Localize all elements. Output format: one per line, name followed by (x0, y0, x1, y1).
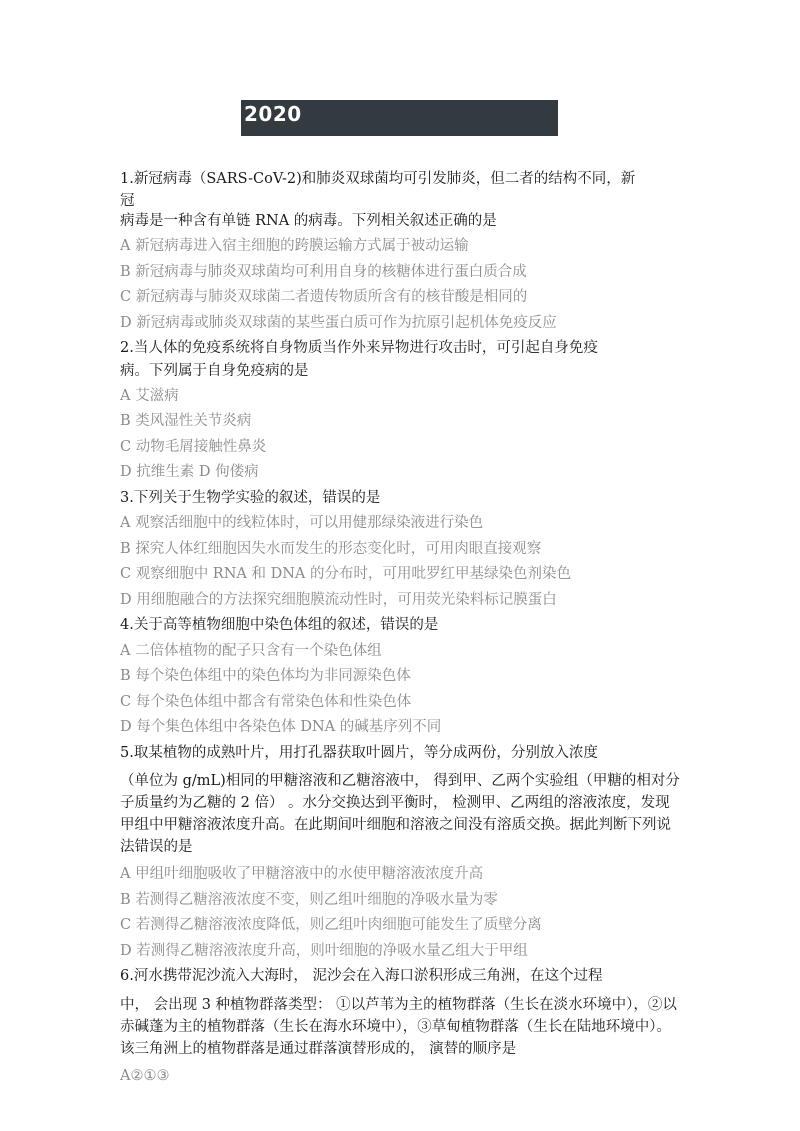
option-d: D 抗维生素 D 佝偻病 (120, 464, 259, 480)
option-c: C 若测得乙糖溶液浓度降低，则乙组叶肉细胞可能发生了质壁分离 (120, 917, 542, 933)
option-c: C 新冠病毒与肺炎双球菌二者遗传物质所含有的核苷酸是相同的 (120, 289, 528, 305)
question-stem: 冠 (120, 192, 135, 209)
question-1 (120, 167, 680, 336)
question-stem: 病。下列属于自身免疫病的是 (120, 362, 309, 379)
question-stem: 5.取某植物的成熟叶片，用打孔器获取叶圆片，等分成两份，分别放入浓度 (120, 744, 598, 761)
option-a: A 甲组叶细胞吸收了甲糖溶液中的水使甲糖溶液浓度升高 (120, 866, 484, 882)
option-c: C 观察细胞中 RNA 和 DNA 的分布时，可用吡罗红甲基绿染色剂染色 (120, 566, 571, 582)
option-c: C 每个染色体组中都含有常染色体和性染色体 (120, 693, 412, 710)
question-stem: 3.下列关于生物学实验的叙述，错误的是 (120, 489, 381, 506)
option-a: A 二倍体植物的配子只含有一个染色体组 (120, 642, 382, 659)
option-c: C 动物毛屑接触性鼻炎 (120, 438, 267, 455)
option-d: D 每个集色体组中各染色体 DNA 的碱基序列不同 (120, 719, 442, 735)
document-body (120, 167, 680, 1089)
option-d: D 用细胞融合的方法探究细胞膜流动性时，可用荧光染料标记膜蛋白 (120, 591, 557, 608)
option-b: B 若测得乙糖溶液浓度不变，则乙组叶细胞的净吸水量为零 (120, 891, 498, 908)
question-stem-paragraph: 中， 会出现 3 种植物群落类型： ①以芦苇为主的植物群落（生长在淡水环境中），②以赤碱蓬为主的植物群落（生长在海水环境中），③草甸植物群落（生长在陆地环境中）。该三角洲上的植物群落是通过群落演替形成的， 演替的顺序是 (120, 996, 677, 1057)
question-stem-paragraph: （单位为 g/mL)相同的甲糖溶液和乙糖溶液中， 得到甲、乙两个实验组（甲糖的相对分子质量约为乙糖的 2 倍） 。水分交换达到平衡时， 检测甲、乙两组的溶液浓度，发现甲组中甲糖溶液浓度升高。在此期间叶细胞和溶液之间没有溶质交换。据此判断下列说法错误的是 (120, 773, 680, 855)
question-stem: 4.关于高等植物细胞中染色体组的叙述，错误的是 (120, 617, 439, 633)
option-a: A②①③ (120, 1067, 170, 1084)
option-a: A 新冠病毒进入宿主细胞的跨膜运输方式属于被动运输 (120, 238, 469, 254)
question-3 (120, 486, 680, 614)
option-b: B 类风湿性关节炎病 (120, 413, 252, 429)
question-6 (120, 964, 680, 1089)
option-a: A 观察活细胞中的线粒体时，可以用健那绿染液进行染色 (120, 515, 484, 531)
question-4 (120, 613, 680, 741)
year-label: 2020 (244, 102, 302, 126)
question-stem: 1.新冠病毒（SARS-CoV-2)和肺炎双球菌均可引发肺炎，但二者的结构不同，新 (120, 171, 636, 187)
question-stem: 6.河水携带泥沙流入大海时， 泥沙会在入海口淤积形成三角洲，在这个过程 (120, 968, 603, 984)
question-2 (120, 336, 680, 486)
option-b: B 新冠病毒与肺炎双球菌均可利用自身的核糖体进行蛋白质合成 (120, 263, 527, 280)
option-d: D 若测得乙糖溶液浓度升高，则叶细胞的净吸水量乙组大于甲组 (120, 942, 528, 959)
option-d: D 新冠病毒或肺炎双球菌的某些蛋白质可作为抗原引起机体免疫反应 (120, 314, 557, 331)
question-stem: 病毒是一种含有单链 RNA 的病毒。下列相关叙述正确的是 (120, 212, 497, 229)
question-stem: 2.当人体的免疫系统将自身物质当作外来异物进行攻击时，可引起自身免疫 (120, 340, 598, 356)
option-b: B 每个染色体组中的染色体均为非同源染色体 (120, 668, 411, 684)
question-5 (120, 741, 680, 965)
option-a: A 艾滋病 (120, 387, 179, 404)
option-b: B 探究人体红细胞因失水而发生的形态变化时，可用肉眼直接观察 (120, 540, 542, 557)
year-banner (241, 100, 558, 136)
